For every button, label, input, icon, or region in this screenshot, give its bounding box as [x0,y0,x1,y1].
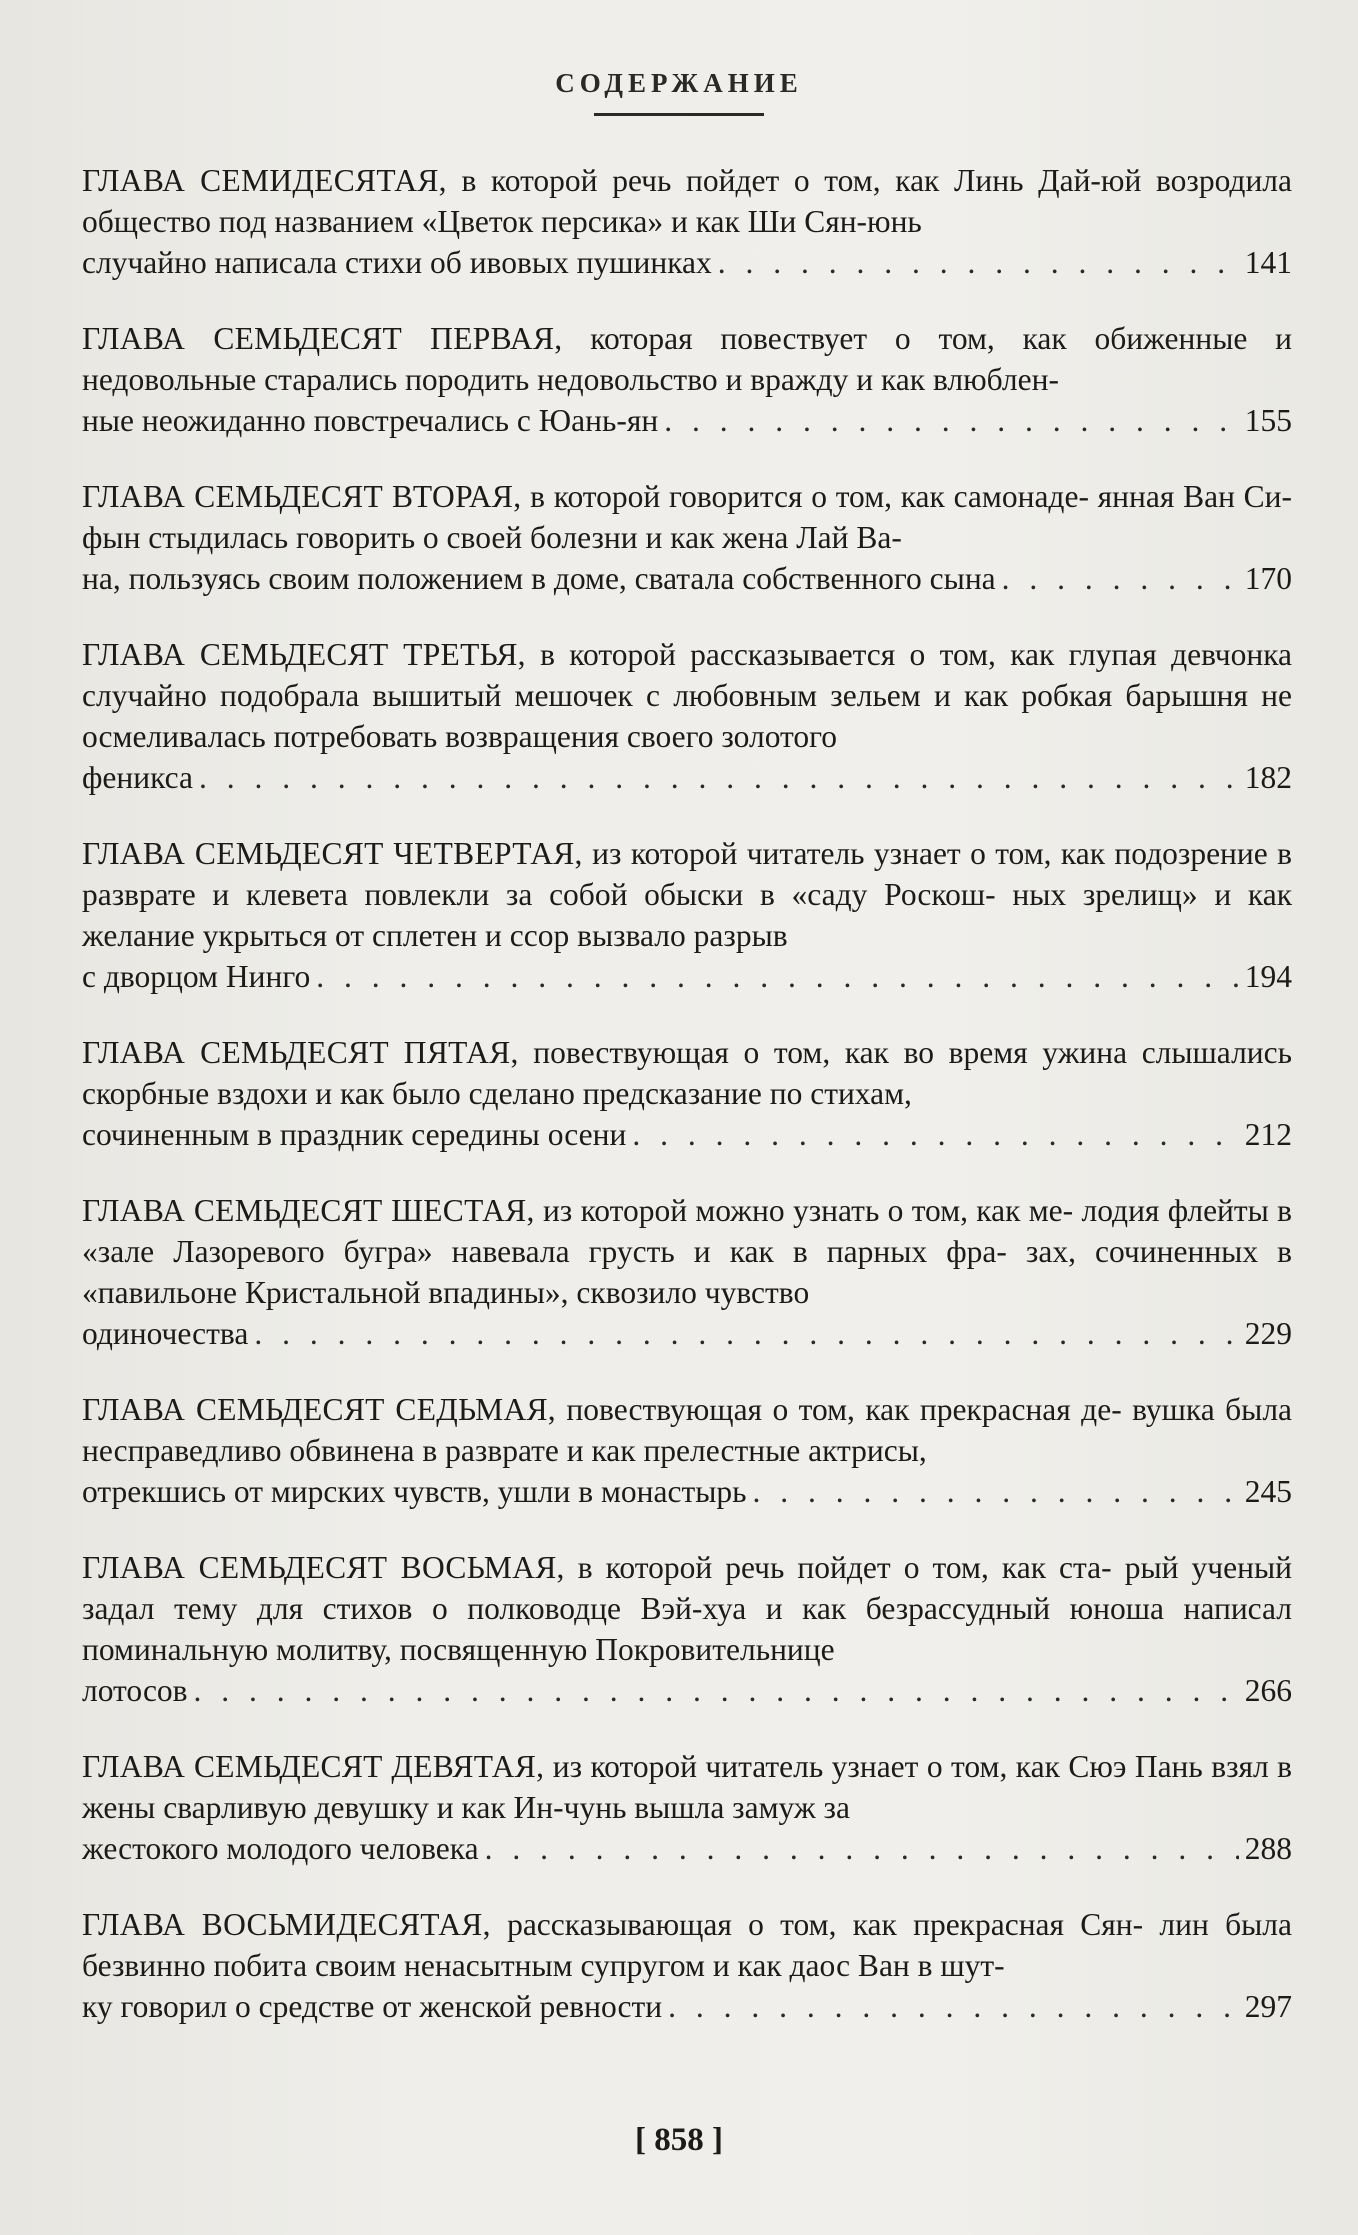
toc-entry-body [82,318,1292,400]
leader-dots [753,1471,1239,1512]
leader-dots [668,1986,1239,2027]
chapter-title: ГЛАВА СЕМИДЕСЯТАЯ, [82,163,447,198]
toc-entry [82,1032,1292,1155]
chapter-title: ГЛАВА СЕМЬДЕСЯТ ПЯТАЯ, [82,1035,519,1070]
chapter-description-line: юноша написал поминальную молитву, посвященную Покровительнице [82,1591,1293,1667]
chapter-title: ГЛАВА СЕМЬДЕСЯТ ПЕРВАЯ, [82,321,563,356]
entry-page-number: 155 [1244,403,1292,438]
chapter-description-last: жестокого молодого человека [82,1831,479,1866]
chapter-description-last: ные неожиданно повстречались с Юань-ян [82,403,659,438]
entry-page-number: 194 [1244,959,1292,994]
toc-entry [82,1904,1292,2027]
toc-entry-body [82,1746,1292,1828]
toc-entry [82,1547,1292,1711]
entry-page-number: 182 [1244,760,1292,795]
toc-entry-last-line [82,400,1292,441]
toc-entry [82,476,1292,599]
toc-entry [82,318,1292,441]
chapter-description-line: девчонка случайно подобрала вышитый мешочек с любовным зельем и как [82,637,1293,713]
toc-entry-last-line [82,1670,1292,1711]
chapter-description-line: подозрение в разврате и клевета повлекли за собой обыски в «саду Роскош- [82,836,1293,912]
chapter-description-line: повествующая о том, как прекрасная де- [566,1392,1122,1427]
chapter-description-line: вушка была несправедливо обвинена в разврате и как прелестные актрисы, [82,1392,1293,1468]
chapter-description-line: из которой читатель узнает о том, как [552,1749,1060,1784]
page-title: СОДЕРЖАНИЕ [555,68,803,98]
entry-page-number: 245 [1244,1474,1292,1509]
chapter-description-last: с дворцом Нинго [82,959,311,994]
chapter-description-line: зах, сочиненных в «павильоне Кристальной впадины», сквозило чувство [82,1234,1293,1310]
leader-dots [664,400,1239,441]
entry-page-number: 229 [1244,1316,1292,1351]
chapter-description-line: слышались скорбные вздохи и как было сделано предсказание по стихам, [82,1035,1292,1111]
toc-entry-last-line [82,242,1292,283]
leader-dots [632,1114,1238,1155]
chapter-title: ГЛАВА ВОСЬМИДЕСЯТАЯ, [82,1907,491,1942]
toc-entry [82,160,1292,283]
chapter-title: ГЛАВА СЕМЬДЕСЯТ ШЕСТАЯ, [82,1193,535,1228]
entry-page-number: 266 [1244,1673,1292,1708]
chapter-description-line: которая повествует о том, как обиженные [590,321,1248,356]
leader-dots [1002,558,1239,599]
chapter-description-line: рассказывающая о том, как прекрасная Сян- [507,1907,1144,1942]
toc-entry-last-line [82,1828,1292,1869]
chapter-description-line: и недовольные старались породить недовольство и вражду и как влюблен- [82,321,1293,397]
chapter-description-line: Сюэ Пань взял в жены сварливую девушку и как Ин-чунь вышла замуж за [82,1749,1293,1825]
entry-page-number: 212 [1244,1117,1292,1152]
toc-entry-last-line [82,1313,1292,1354]
toc-entry-body [82,1547,1292,1670]
toc-entry [82,1389,1292,1512]
chapter-description-line: в которой рассказывается о том, как глупая [540,637,1157,672]
toc-entry-last-line [82,1986,1292,2027]
toc-entry-body [82,1389,1292,1471]
toc-entry-body [82,1190,1292,1313]
chapter-description-last: на, пользуясь своим положением в доме, сватала собственного сына [82,561,996,596]
chapter-description-line: ных зрелищ» и как желание укрыться от сплетен и ссор вызвало разрыв [82,877,1293,953]
chapter-title: ГЛАВА СЕМЬДЕСЯТ СЕДЬМАЯ, [82,1392,556,1427]
table-of-contents [82,160,1292,2062]
toc-entry [82,833,1292,997]
toc-entry-body [82,1032,1292,1114]
chapter-description-line: из которой можно узнать о том, как ме- [542,1193,1074,1228]
chapter-description-line: в которой говорится о том, как самонаде- [530,479,1089,514]
entry-page-number: 170 [1244,561,1292,596]
chapter-description-last: одиночества [82,1316,249,1351]
toc-entry-last-line [82,757,1292,798]
toc-entry-body [82,160,1292,242]
title-underline [594,113,764,116]
chapter-description-line: повествующая о том, как во время ужина [533,1035,1128,1070]
toc-entry-body [82,634,1292,757]
chapter-title: ГЛАВА СЕМЬДЕСЯТ ДЕВЯТАЯ, [82,1749,545,1784]
chapter-title: ГЛАВА СЕМЬДЕСЯТ ЧЕТВЕРТАЯ, [82,836,583,871]
chapter-description-line: в которой речь пойдет о том, как ста- [577,1550,1112,1585]
chapter-title: ГЛАВА СЕМЬДЕСЯТ ТРЕТЬЯ, [82,637,526,672]
toc-entry-body [82,476,1292,558]
chapter-description-line: янная Ван Си-фын стыдилась говорить о своей болезни и как жена Лай Ва- [82,479,1293,555]
chapter-description-last: ку говорил о средстве от женской ревности [82,1989,663,2024]
toc-entry-last-line [82,1471,1292,1512]
toc-entry [82,1746,1292,1869]
chapter-description-last: отрекшись от мирских чувств, ушли в монастырь [82,1474,747,1509]
toc-entry [82,1190,1292,1354]
chapter-description-line: в которой речь пойдет о том, как Линь Дай-юй [461,163,1142,198]
leader-dots [254,1313,1238,1354]
leader-dots [718,242,1239,283]
toc-entry-last-line [82,1114,1292,1155]
chapter-description-line: лодия флейты в «зале Лазоревого бугра» навевала грусть и как в парных фра- [82,1193,1293,1269]
chapter-description-last: феникса [82,760,193,795]
toc-entry-last-line [82,956,1292,997]
chapter-description-last: сочиненным в праздник середины осени [82,1117,627,1152]
entry-page-number: 297 [1244,1989,1292,2024]
chapter-description-line: рый ученый задал тему для стихов о полководце Вэй-хуа и как безрассудный [82,1550,1292,1626]
leader-dots [194,1670,1239,1711]
entry-page-number: 288 [1244,1831,1292,1866]
toc-entry-last-line [82,558,1292,599]
chapter-description-last: случайно написала стихи об ивовых пушинках [82,245,712,280]
toc-entry-body [82,1904,1292,1986]
chapter-description-line: возродила общество под названием «Цветок персика» и как Ши Сян-юнь [82,163,1293,239]
toc-entry-body [82,833,1292,956]
leader-dots [199,757,1239,798]
page-header [0,68,1358,116]
chapter-description-line: лин была безвинно побита своим ненасытным супругом и как даос Ван в шут- [82,1907,1292,1983]
page-number: [ 858 ] [635,2122,723,2158]
chapter-description-last: лотосов [82,1673,188,1708]
leader-dots [316,956,1239,997]
toc-entry [82,634,1292,798]
leader-dots [485,1828,1239,1869]
chapter-description-line: робкая барышня не осмеливалась потребовать возвращения своего золотого [82,678,1293,754]
chapter-title: ГЛАВА СЕМЬДЕСЯТ ВОСЬМАЯ, [82,1550,565,1585]
chapter-title: ГЛАВА СЕМЬДЕСЯТ ВТОРАЯ, [82,479,522,514]
entry-page-number: 141 [1244,245,1292,280]
chapter-description-line: из которой читатель узнает о том, как [592,836,1106,871]
